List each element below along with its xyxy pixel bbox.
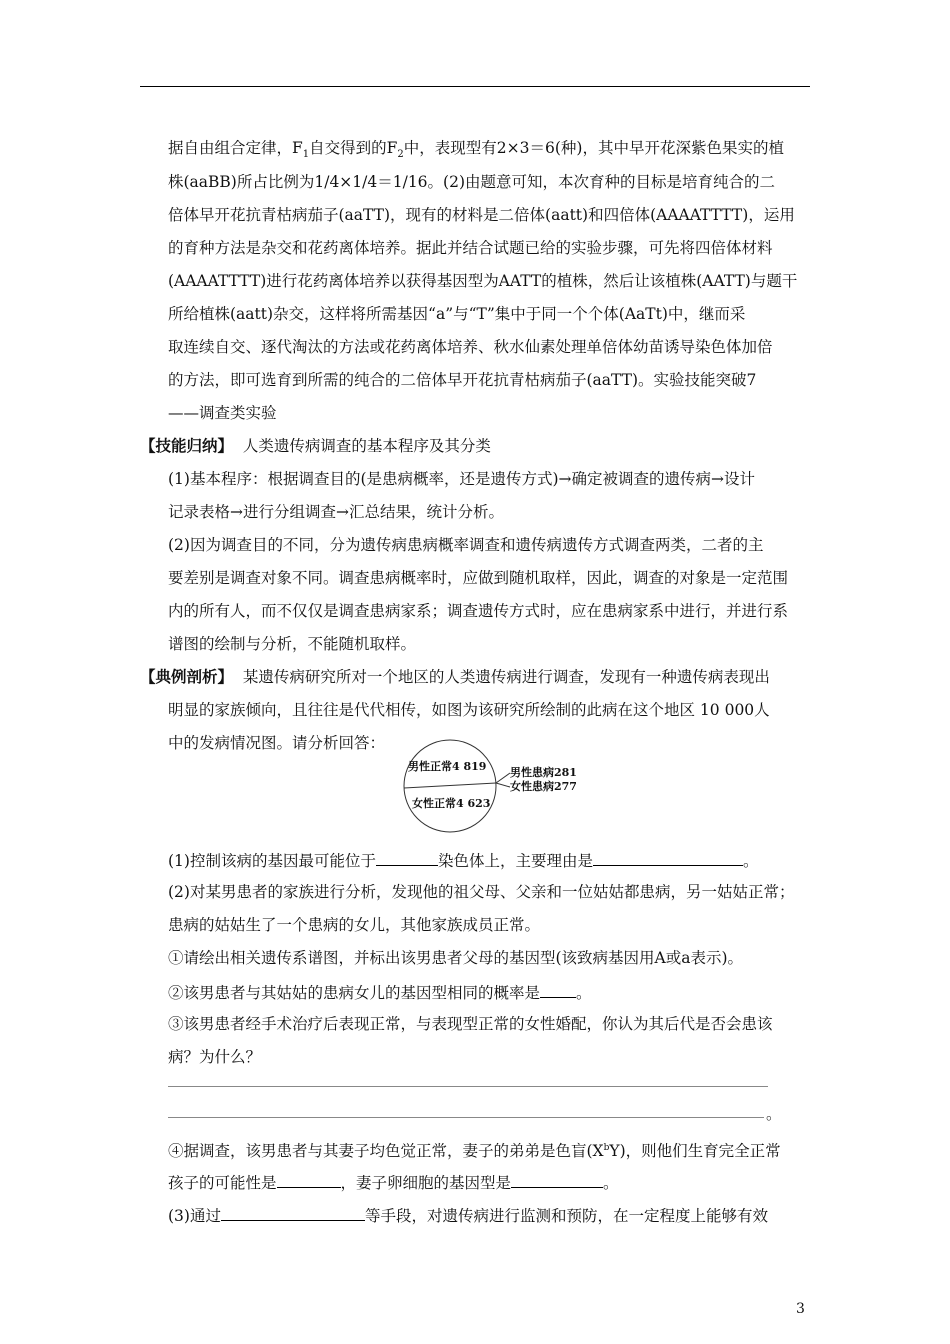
sub-question-1: ①请绘出相关遗传系谱图，并标出该男患者父母的基因型(该致病基因用A或a表示)。: [168, 949, 744, 967]
para1-line3: 倍体早开花抗青枯病茄子(aaTT)，现有的材料是二倍体(aatt)和四倍体(AAAATTTT)，运用: [168, 206, 795, 224]
answer-blank-s4b[interactable]: [511, 1171, 603, 1188]
leader-female-patient: [496, 783, 510, 787]
skill-p2-line1: (2)因为调查目的不同，分为遗传病患病概率调查和遗传病遗传方式调查两类，二者的主: [168, 536, 764, 554]
sub-question-4-line1: ④据调查，该男患者与其妻子均色觉正常，妻子的弟弟是色盲$(X^bY)$，则他们生育完全正常: [168, 1142, 781, 1161]
skill-p2-line2: 要差别是调查对象不同。调查患病概率时，应做到随机取样，因此，调查的对象是一定范围: [168, 569, 789, 587]
para1-line1: 据自由组合定律，$F_1$自交得到的$F_2$中，表现型有2×3＝6(种)，其中早开花深紫色果实的植: [168, 139, 784, 161]
answer-blank-s4a[interactable]: [277, 1171, 341, 1188]
question2-line2: 患病的姑姑生了一个患病的女儿，其他家族成员正常。: [168, 916, 541, 934]
example-line1: 【典例剖析】 某遗传病研究所对一个地区的人类遗传病进行调查，发现有一种遗传病表现出: [140, 667, 770, 686]
label-female-patient: 女性患病277: [510, 780, 577, 793]
para1-line8: 的方法，即可选育到所需的纯合的二倍体早开花抗青枯病茄子(aaTT)。实验技能突破7: [168, 371, 757, 389]
answer-blank-q1b[interactable]: [593, 849, 743, 866]
question1: (1)控制该病的基因最可能位于 染色体上，主要理由是 。: [168, 849, 759, 871]
answer-blank-q1a[interactable]: [376, 849, 438, 866]
answer-blank-q3[interactable]: [221, 1204, 365, 1221]
sub-question-4-line2: 孩子的可能性是 ，妻子卵细胞的基因型是 。: [168, 1171, 619, 1193]
answer-line-2[interactable]: [168, 1117, 764, 1118]
para1-line7: 取连续自交、逐代淘汰的方法或花药离体培养、秋水仙素处理单倍体幼苗诱导染色体加倍: [168, 338, 773, 356]
skill-heading: [140, 436, 491, 456]
label-female-normal: 女性正常4 623: [412, 797, 491, 810]
skill-title: 人类遗传病调查的基本程序及其分类: [242, 437, 491, 455]
example-line2: 明显的家族倾向，且往往是代代相传，如图为该研究所绘制的此病在这个地区 10 000人: [168, 701, 770, 719]
para1-line5: (AAAATTTT)进行花药离体培养以获得基因型为AATT的植株，然后让该植株(AATT)与题干: [168, 272, 798, 290]
skill-tag: 【技能归纳】: [140, 436, 234, 455]
skill-p2-line4: 谱图的绘制与分析，不能随机取样。: [168, 635, 417, 653]
example-line3: 中的发病情况图。请分析回答：: [168, 734, 386, 752]
sub-question-3-line2: 病？为什么？: [168, 1048, 262, 1066]
example-tag: 【典例剖析】: [140, 667, 234, 686]
para1-line2: 株(aaBB)所占比例为1/4×1/4＝1/16。(2)由题意可知，本次育种的目标是培育纯合的二: [168, 173, 775, 191]
sub-question-3-line1: ③该男患者经手术治疗后表现正常，与表现型正常的女性婚配，你认为其后代是否会患该: [168, 1015, 773, 1033]
skill-p2-line3: 内的所有人，而不仅仅是调查患病家系；调查遗传方式时，应在患病家系中进行，并进行系: [168, 602, 789, 620]
page-number: 3: [796, 1301, 805, 1317]
question2-line1: (2)对某男患者的家族进行分析，发现他的祖父母、父亲和一位姑姑都患病，另一姑姑正常；: [168, 883, 795, 901]
disease-pie-chart: [400, 736, 600, 836]
sub-question-2: ②该男患者与其姑姑的患病女儿的基因型相同的概率是 。: [168, 981, 592, 1003]
skill-p1-line2: 记录表格→进行分组调查→汇总结果，统计分析。: [168, 503, 504, 521]
header-rule: [140, 86, 810, 87]
para1-line4: 的育种方法是杂交和花药离体培养。据此并结合试题已给的实验步骤，可先将四倍体材料: [168, 239, 773, 257]
leader-male-patient: [496, 773, 510, 783]
answer-line-end: 。: [766, 1105, 782, 1123]
para1-line9: ——调查类实验: [168, 404, 277, 422]
skill-p1-line1: (1)基本程序：根据调查目的(是患病概率，还是遗传方式)→确定被调查的遗传病→设计: [168, 470, 756, 488]
pie-divider: [404, 783, 496, 788]
para1-line6: 所给植株(aatt)杂交，这样将所需基因“a”与“T”集中于同一个个体(AaTt)中，继而采: [168, 305, 746, 323]
label-male-patient: 男性患病281: [510, 766, 577, 779]
question3: (3)通过 等手段，对遗传病进行监测和预防，在一定程度上能够有效: [168, 1204, 768, 1226]
answer-blank-s2[interactable]: [540, 981, 576, 998]
label-male-normal: 男性正常4 819: [408, 760, 487, 773]
answer-line-1[interactable]: [168, 1086, 768, 1087]
